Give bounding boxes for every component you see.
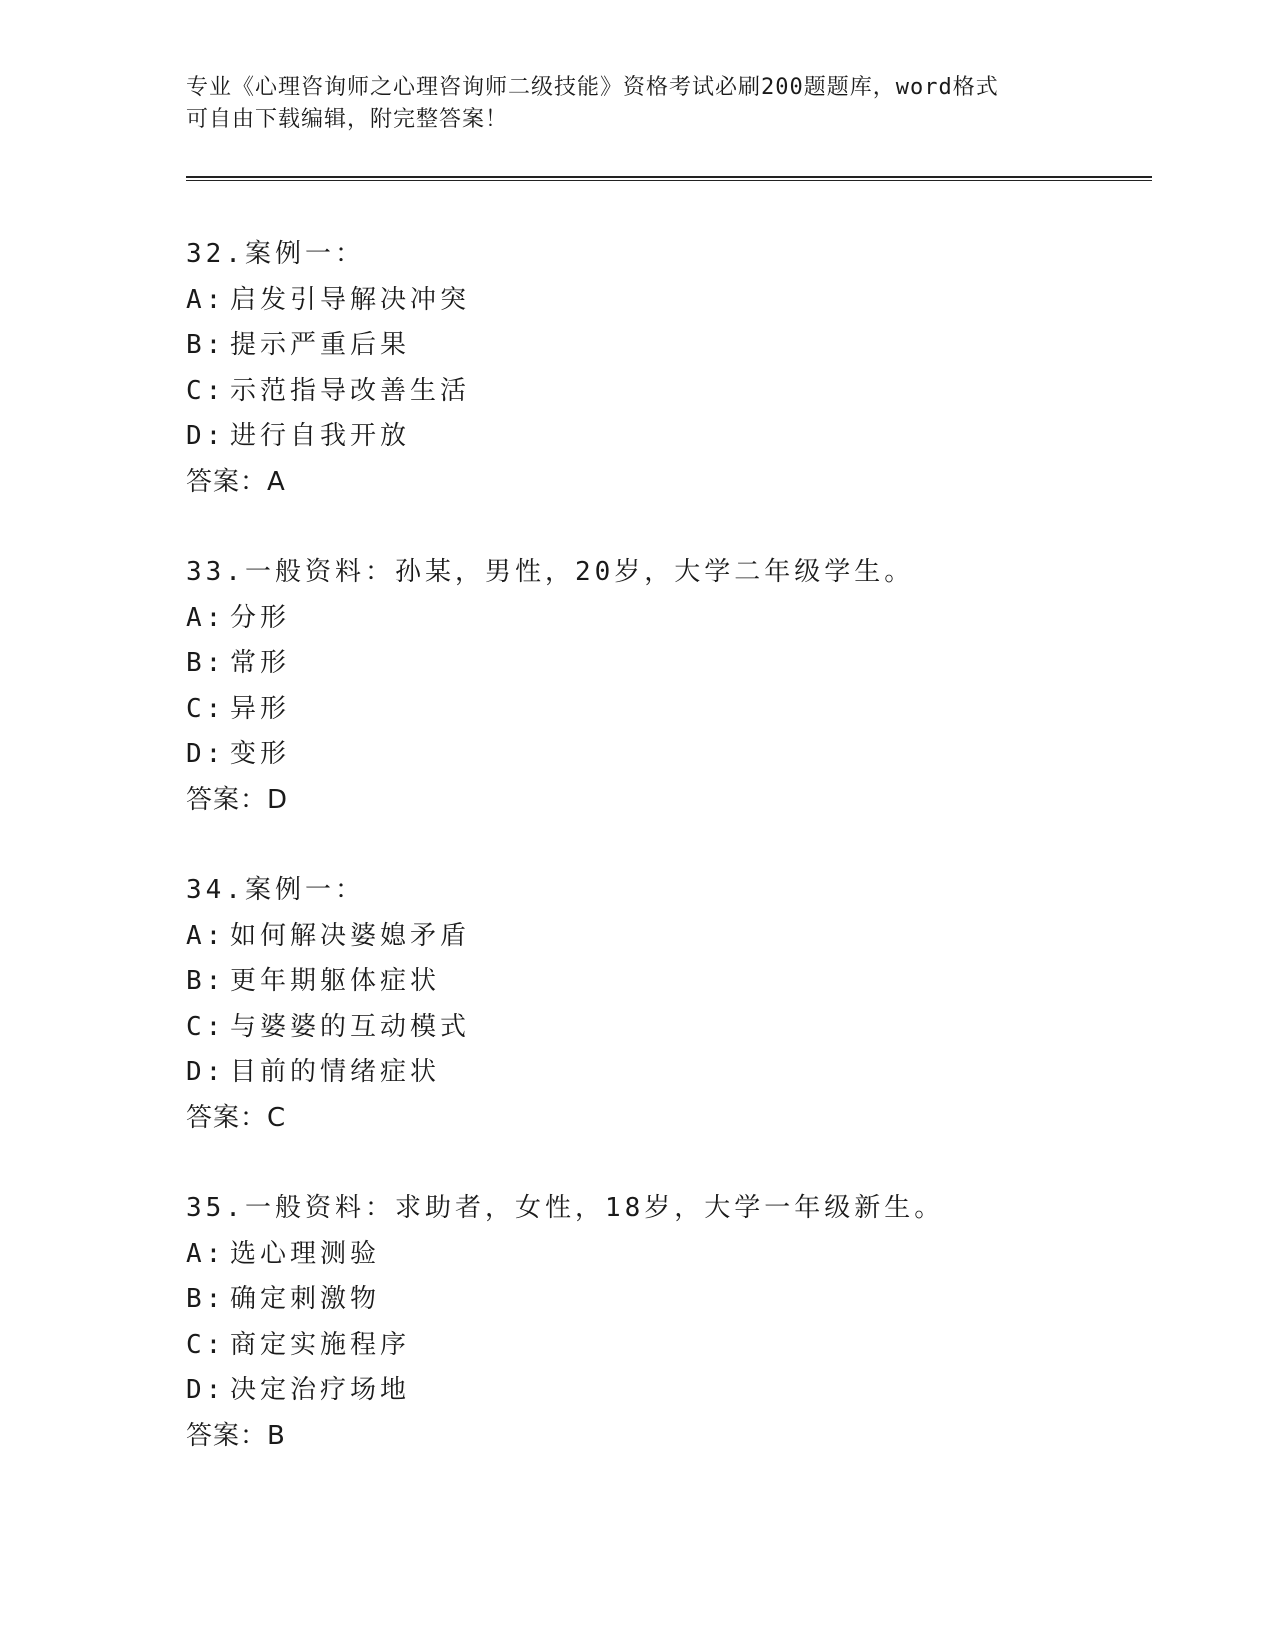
question-stem: 34.案例一： [186, 875, 365, 905]
option-d [186, 1050, 1146, 1096]
option-letter: A: [186, 1238, 226, 1269]
question-block-35 [186, 1186, 1146, 1459]
header-title-line-1: 专业《心理咨询师之心理咨询师二级技能》资格考试必刷200题题库，word格式 [186, 75, 999, 100]
option-d [186, 732, 1146, 778]
option-text: 选心理测验 [230, 1238, 381, 1269]
option-a [186, 1232, 1146, 1278]
option-c [186, 1323, 1146, 1369]
option-a [186, 914, 1146, 960]
answer-line: 答案：D [186, 784, 289, 815]
option-letter: C: [186, 375, 226, 406]
option-letter: C: [186, 1011, 226, 1042]
question-block-34 [186, 868, 1146, 1141]
option-text: 提示严重后果 [230, 330, 411, 360]
answer-line: 答案：C [186, 1102, 287, 1133]
option-text: 常形 [230, 648, 291, 678]
option-letter: D: [186, 739, 226, 769]
option-text: 决定治疗场地 [230, 1375, 411, 1405]
option-text: 变形 [230, 739, 291, 769]
answer-line: 答案：B [186, 1420, 286, 1451]
option-letter: D: [186, 421, 226, 451]
page-header [186, 72, 1066, 136]
option-c [186, 1005, 1146, 1051]
option-text: 更年期躯体症状 [230, 966, 441, 996]
question-stem: 35.一般资料：求助者，女性，18岁，大学一年级新生。 [186, 1193, 945, 1223]
option-letter: A: [186, 920, 226, 951]
question-block-33 [186, 550, 1146, 823]
header-divider [186, 176, 1152, 181]
option-letter: C: [186, 693, 226, 724]
option-text: 异形 [230, 693, 291, 724]
question-block-32 [186, 232, 1146, 505]
option-text: 与婆婆的互动模式 [230, 1011, 471, 1042]
option-letter: B: [186, 1284, 226, 1314]
option-text: 示范指导改善生活 [230, 375, 471, 406]
option-letter: A: [186, 602, 226, 633]
question-stem: 32.案例一： [186, 239, 365, 269]
option-letter: A: [186, 284, 226, 315]
option-text: 确定刺激物 [230, 1284, 381, 1314]
option-a [186, 596, 1146, 642]
option-letter: D: [186, 1057, 226, 1087]
question-list [186, 232, 1146, 1504]
question-stem: 33.一般资料：孙某，男性，20岁，大学二年级学生。 [186, 557, 915, 587]
option-b [186, 323, 1146, 369]
option-letter: C: [186, 1329, 226, 1360]
option-text: 启发引导解决冲突 [230, 284, 471, 315]
option-d [186, 1368, 1146, 1414]
header-title-line-2: 可自由下载编辑，附完整答案！ [186, 107, 509, 132]
option-b [186, 1277, 1146, 1323]
option-text: 商定实施程序 [230, 1329, 411, 1360]
option-letter: D: [186, 1375, 226, 1405]
option-c [186, 369, 1146, 415]
option-letter: B: [186, 648, 226, 678]
option-letter: B: [186, 966, 226, 996]
option-text: 分形 [230, 602, 291, 633]
option-a [186, 278, 1146, 324]
option-b [186, 641, 1146, 687]
option-text: 进行自我开放 [230, 421, 411, 451]
option-text: 目前的情绪症状 [230, 1057, 441, 1087]
option-letter: B: [186, 330, 226, 360]
option-d [186, 414, 1146, 460]
option-b [186, 959, 1146, 1005]
option-c [186, 687, 1146, 733]
answer-line: 答案：A [186, 466, 286, 497]
option-text: 如何解决婆媳矛盾 [230, 920, 471, 951]
